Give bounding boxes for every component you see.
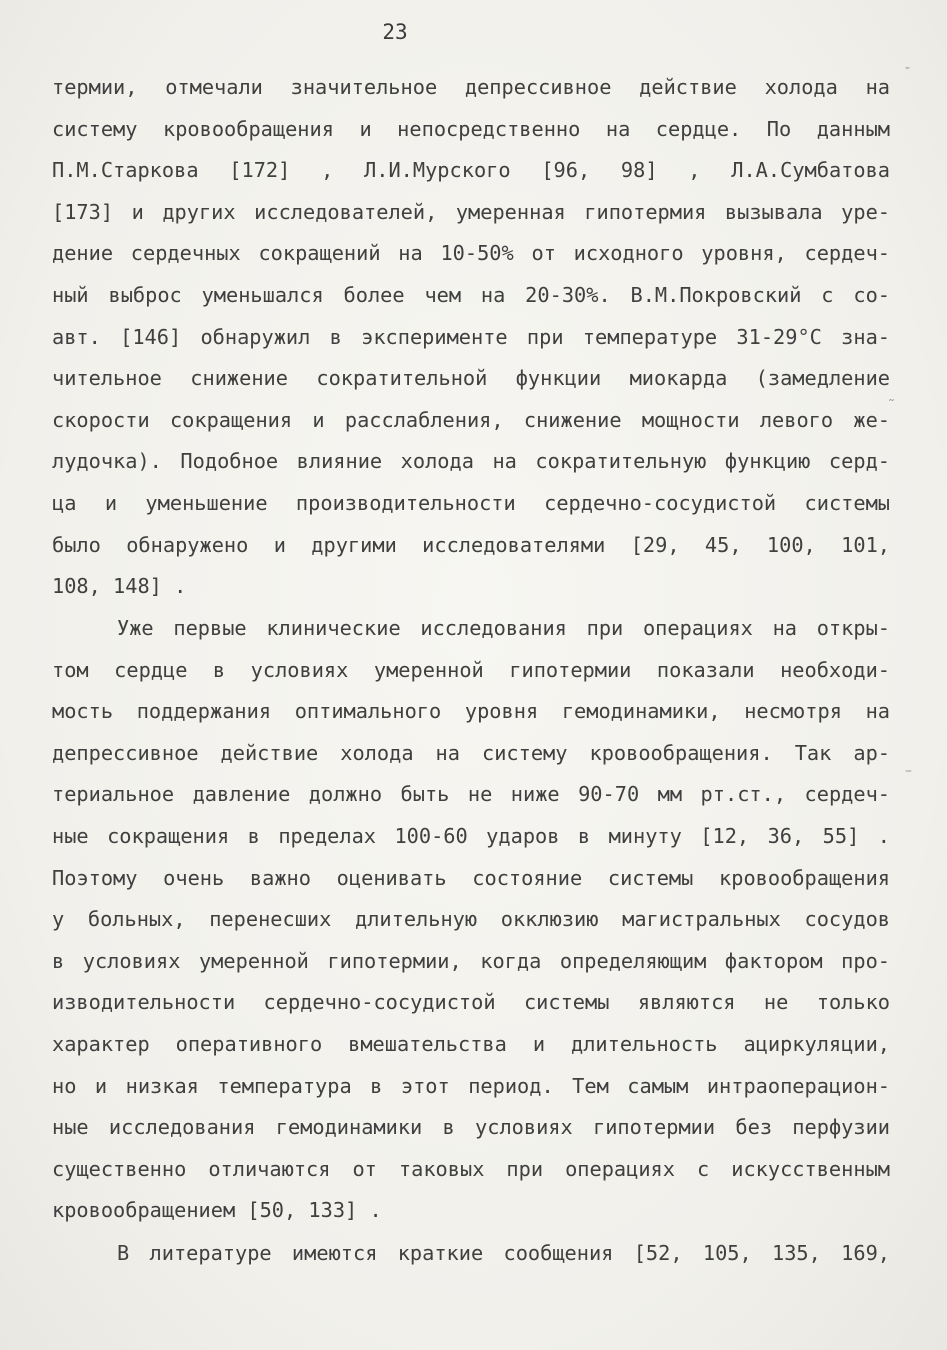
margin-mark: – [905,763,912,779]
text-line: но и низкая температура в этот период. Тем самым интраоперацион- [52,1073,890,1098]
text-line: термии, отмечали значительное депрессивное действие холода на [52,75,890,99]
text-line: систему кровообращения и непосредственно на сердце. По данным [52,116,890,141]
text-line: у больных, перенесших длительную окклюзию магистральных сосудов [52,907,890,932]
text-line: териальное давление должно быть не ниже 90-70 мм рт.ст., сердеч- [52,782,890,807]
text-line: изводительности сердечно-сосудистой системы являются не только [52,990,890,1015]
text-line: 108, 148] . [52,574,187,599]
text-line: лудочка). Подобное влияние холода на сократительную функцию серд- [52,449,890,474]
text-line: мость поддержания оптимального уровня гемодинамики, несмотря на [52,699,890,724]
paragraph-1 [52,67,890,608]
text-line: В литературе имеются краткие сообщения [52, 105, 135, 169, [117,1241,890,1265]
text-line: скорости сокращения и расслабления, снижение мощности левого же- [52,407,890,432]
text-line: характер оперативного вмешательства и длительность ациркуляции, [52,1031,890,1056]
text-line: чительное снижение сократительной функции миокарда (замедление [52,366,890,391]
text-line: кровообращением [50, 133] . [52,1198,382,1223]
text-line: авт. [146] обнаружил в эксперименте при температуре 31-29°С зна- [52,324,890,349]
text-line: ный выброс уменьшался более чем на 20-30%. В.М.Покровский с со- [52,282,890,307]
text-line: [173] и других исследователей, умеренная гипотермия вызывала уре- [52,199,890,224]
text-line: ца и уменьшение производительности сердечно-сосудистой системы [52,490,890,515]
text-line: существенно отличаются от таковых при операциях с искусственным [52,1156,890,1181]
page-number: 23 [382,20,408,44]
text-line: Уже первые клинические исследования при операциях на откры- [117,616,890,640]
text-line: П.М.Старкова [172] , Л.И.Мурского [96, 98] , Л.А.Сумбатова [52,158,890,183]
margin-mark: ‐ [905,60,911,76]
text-line: в условиях умеренной гипотермии, когда определяющим фактором про- [52,948,890,973]
text-line: том сердце в условиях умеренной гипотермии показали необходи- [52,657,890,682]
text-line: ные сокращения в пределах 100-60 ударов в минуту [12, 36, 55] . [52,823,890,848]
text-line: было обнаружено и другими исследователями [29, 45, 100, 101, [52,532,890,557]
text-line: депрессивное действие холода на систему кровообращения. Так ар- [52,740,890,765]
text-line: Поэтому очень важно оценивать состояние системы кровообращения [52,865,890,890]
text-line: дение сердечных сокращений на 10-50% от исходного уровня, сердеч- [52,241,890,266]
text-line: ные исследования гемодинамики в условиях гипотермии без перфузии [52,1115,890,1140]
paragraph-2 [52,608,890,1232]
paragraph-3 [52,1233,890,1275]
margin-mark: ˜ [888,398,895,414]
